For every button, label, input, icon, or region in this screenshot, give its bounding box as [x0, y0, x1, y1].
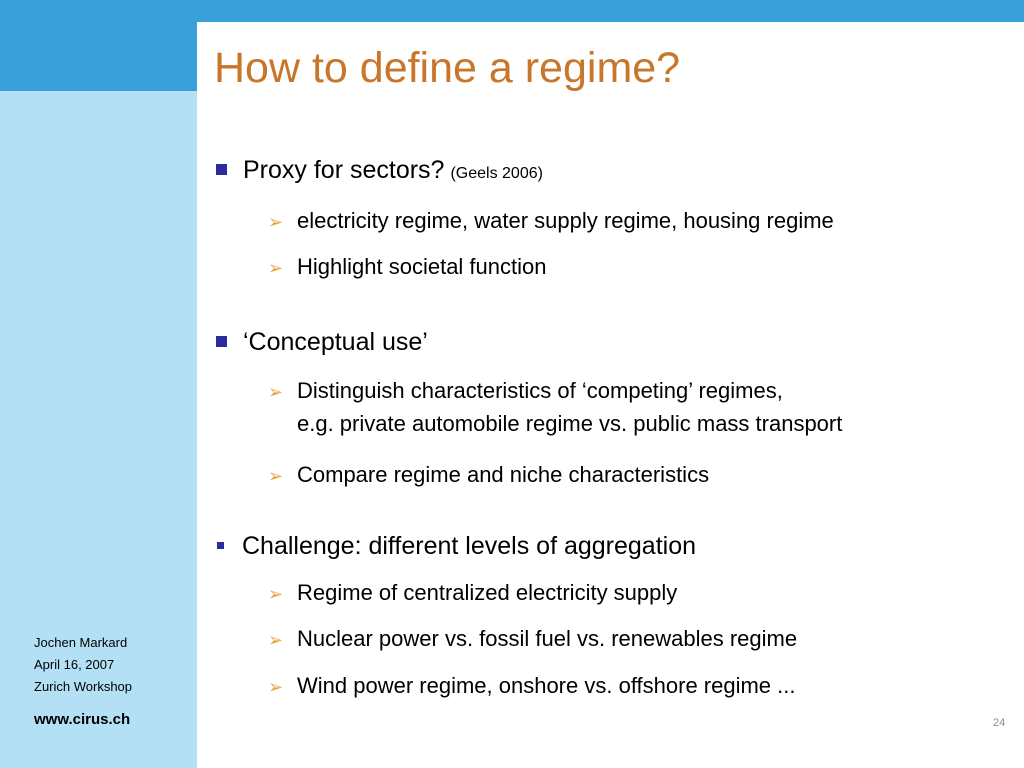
subbullet-centralized-supply: [268, 580, 677, 606]
arrow-bullet-icon: ➢: [268, 677, 284, 697]
bullet-challenge-aggregation: [216, 532, 696, 561]
citation: (Geels 2006): [450, 165, 543, 182]
arrow-bullet-icon: ➢: [268, 466, 284, 486]
header-band-right: [197, 0, 1024, 22]
subbullet-text: Highlight societal function: [297, 254, 547, 279]
bullet-text: Challenge: different levels of aggregation: [242, 532, 697, 560]
footer-info: [34, 632, 132, 698]
bullet-text: Proxy for sectors?: [243, 156, 445, 184]
arrow-bullet-icon: ➢: [268, 258, 284, 278]
subbullet-text-line1: Distinguish characteristics of ‘competing’ regimes,: [297, 378, 783, 403]
subbullet-regime-examples: [268, 208, 834, 234]
subbullet-text: Wind power regime, onshore vs. offshore regime ...: [297, 673, 796, 698]
bullet-text: ‘Conceptual use’: [243, 328, 428, 356]
arrow-bullet-icon: ➢: [268, 212, 284, 232]
subbullet-wind-power: [268, 673, 795, 699]
footer-event: Zurich Workshop: [34, 679, 133, 694]
subbullet-text-line2: e.g. private automobile regime vs. public mass transport: [297, 411, 843, 436]
footer-url: www.cirus.ch: [34, 711, 131, 728]
subbullet-compare-regime-niche: [268, 462, 709, 488]
footer-author: Jochen Markard: [34, 635, 128, 650]
subbullet-nuclear-fossil-renewables: [268, 626, 797, 652]
square-bullet-icon: [216, 336, 227, 347]
subbullet-text: Regime of centralized electricity supply: [297, 580, 678, 605]
square-bullet-icon: [216, 164, 227, 175]
bullet-proxy-for-sectors: [216, 156, 543, 185]
bullet-conceptual-use: [216, 328, 428, 357]
arrow-bullet-icon: ➢: [268, 382, 284, 402]
footer-date: April 16, 2007: [34, 657, 115, 672]
square-bullet-icon: [217, 542, 224, 549]
subbullet-text: electricity regime, water supply regime, housing regime: [297, 208, 834, 233]
slide-title: How to define a regime?: [214, 44, 681, 92]
slide-number: 24: [993, 717, 1006, 729]
subbullet-text: Nuclear power vs. fossil fuel vs. renewables regime: [297, 626, 798, 651]
subbullet-societal-function: [268, 254, 546, 280]
arrow-bullet-icon: ➢: [268, 630, 284, 650]
subbullet-distinguish-characteristics: [268, 374, 842, 440]
header-band-left: [0, 0, 197, 91]
subbullet-text: Compare regime and niche characteristics: [297, 462, 710, 487]
arrow-bullet-icon: ➢: [268, 584, 284, 604]
